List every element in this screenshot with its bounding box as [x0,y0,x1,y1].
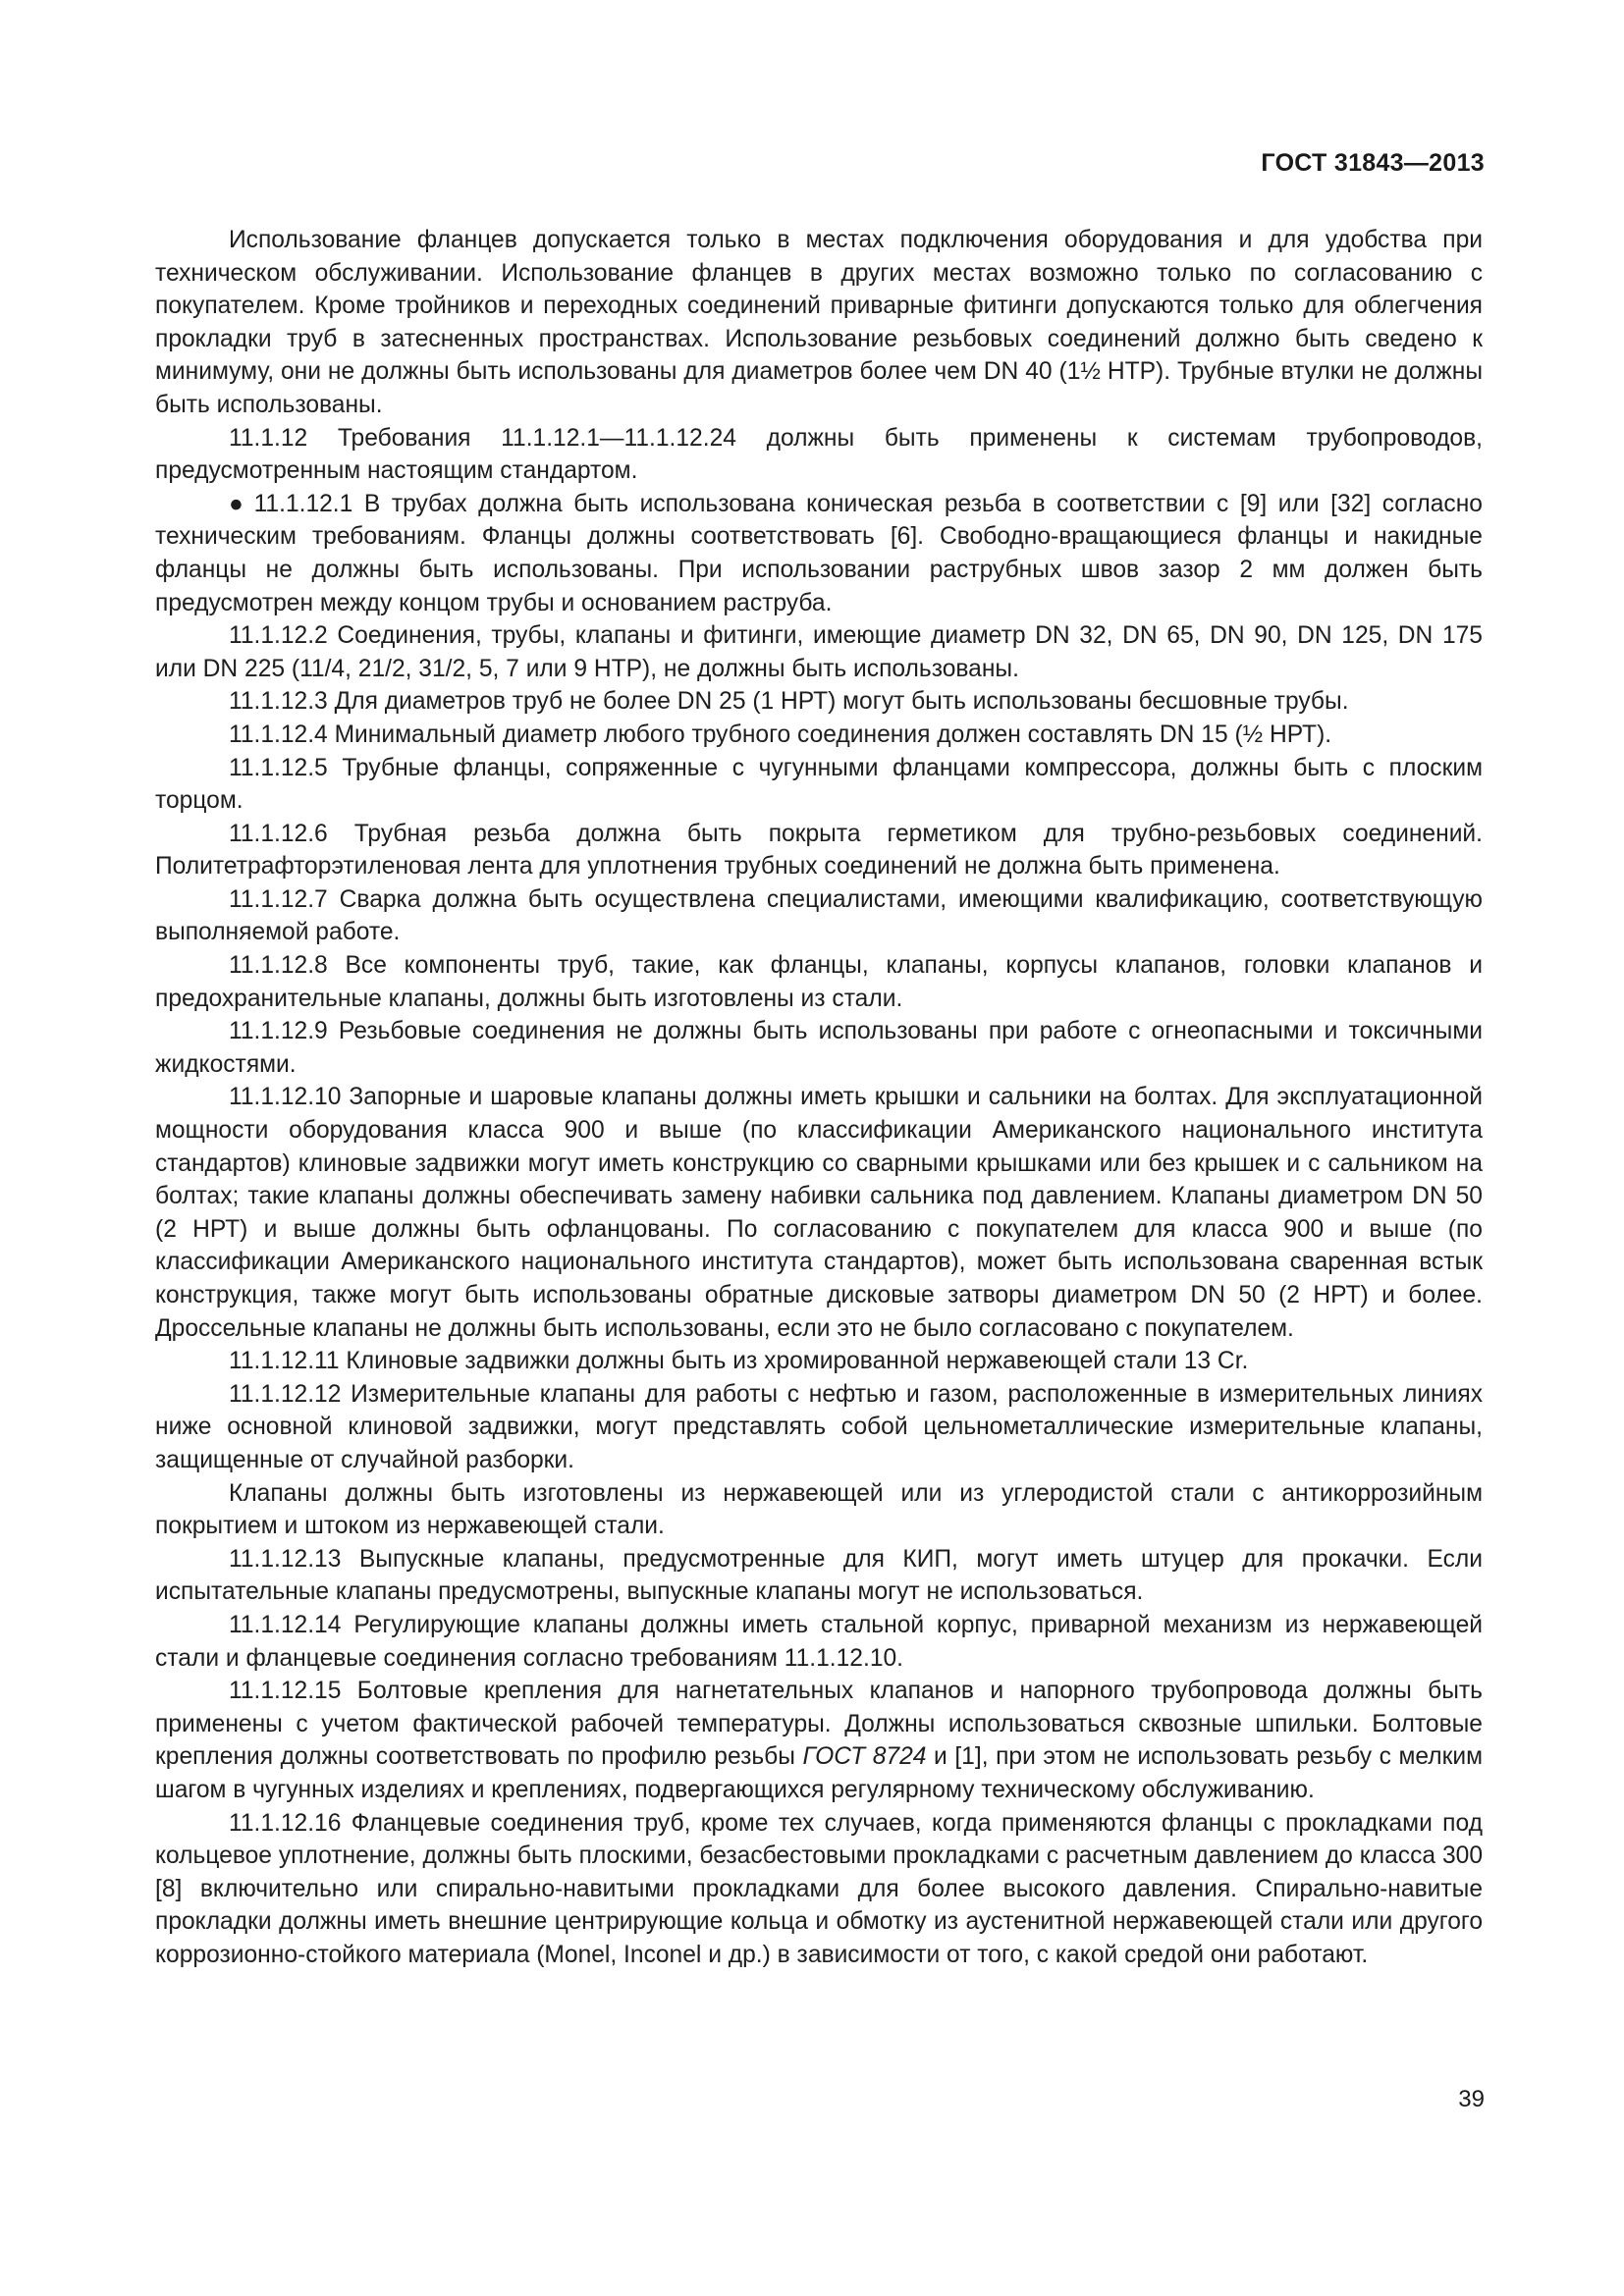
bullet-marker: ● [229,490,248,517]
paragraph-11-1-12-1 [155,488,1483,619]
paragraph-11-1-12-3: 11.1.12.3 Для диаметров труб не более DN 25 (1 НРТ) могут быть использованы бесшовные трубы. [229,688,1349,716]
paragraph-11-1-12-7: 11.1.12.7 Сварка должна быть осуществлена специалистами, имеющими квалификацию, соответствующую выполняемой работе. [155,885,1483,946]
paragraph-11-1-12-11: 11.1.12.11 Клиновые задвижки должны быть из хромированной нержавеющей стали 13 Cr. [229,1348,1249,1375]
paragraph-11-1-12-6: 11.1.12.6 Трубная резьба должна быть покрыта герметиком для трубно-резьбовых соединений. Политетрафторэтиленовая лента для уплотнения трубных соединений не должна быть применена. [155,820,1483,881]
paragraph-11-1-12-10: 11.1.12.10 Запорные и шаровые клапаны должны иметь крышки и сальники на болтах. Для эксплуатационной мощности оборудования класса 900 и выше (по классификации Американского национального института стандартов) клиновые задвижки могут иметь конструкцию со сварными крышками или без крышек и с сальником на болтах; такие клапаны должны обеспечивать замену набивки сальника под давлением. Клапаны диаметром DN 50 (2 НРТ) и выше должны быть офланцованы. По согласованию с покупателем для класса 900 и выше (по классификации Американского национального института стандартов), может быть использована сваренная встык конструкция, также могут быть использованы обратные дисковые затворы диаметром DN 50 (2 НРТ) и более. Дроссельные клапаны не должны быть использованы, если это не было согласовано с покупателем. [155,1084,1483,1342]
paragraph-11-1-12-16: 11.1.12.16 Фланцевые соединения труб, кроме тех случаев, когда применяются фланцы с прокладками под кольцевое уплотнение, должны быть плоскими, безасбестовыми прокладками с расчетным давлением до класса 300 [8] включительно или спирально-навитыми прокладками для более высокого давления. Спирально-навитые прокладки должны иметь внешние центрирующие кольца и обмотку из аустенитной нержавеющей стали или другого коррозионно-стойкого материала (Monel, Inconel и др.) в зависимости от того, с какой средой они работают. [155,1809,1483,1968]
paragraph-11-1-12-4: 11.1.12.4 Минимальный диаметр любого трубного соединения должен составлять DN 15 (½ НРТ). [229,721,1332,748]
paragraph-11-1-12: 11.1.12 Требования 11.1.12.1—11.1.12.24 должны быть применены к системам трубопроводов, предусмотренным настоящим стандартом. [155,424,1483,485]
paragraph-flanges-usage: Использование фланцев допускается только в местах подключения оборудования и для удобства при техническом обслуживании. Использование фланцев в других местах возможно только по согласованию с покупателем. Кроме тройников и переходных соединений приварные фитинги допускаются только для облегчения прокладки труб в затесненных пространствах. Использование резьбовых соединений должно быть сведено к минимуму, они не должны быть использованы для диаметров более чем DN 40 (1½ НТР). Трубные втулки не должны быть использованы. [155,227,1483,418]
page-number: 39 [1458,2086,1485,2112]
paragraph-text-part: и [1], при этом не использовать резьбу с мелким шагом в чугунных изделиях и креплениях, подвергающихся регулярному техническому обслуживанию. [155,1743,1484,1803]
paragraph-11-1-12-15 [155,1675,1483,1806]
body-text [155,224,1483,1971]
document-code-header: ГОСТ 31843—2013 [1261,149,1485,177]
paragraph-11-1-12-2: 11.1.12.2 Соединения, трубы, клапаны и фитинги, имеющие диаметр DN 32, DN 65, DN 90, DN 125, DN 175 или DN 225 (11/4, 21/2, 31/2, 5, 7 или 9 НТР), не должны быть использованы. [155,622,1483,682]
paragraph-11-1-12-13: 11.1.12.13 Выпускные клапаны, предусмотренные для КИП, могут иметь штуцер для прокачки. Если испытательные клапаны предусмотрены, выпускные клапаны могут не использоваться. [155,1545,1483,1606]
paragraph-11-1-12-9: 11.1.12.9 Резьбовые соединения не должны быть использованы при работе с огнеопасными и токсичными жидкостями. [155,1018,1483,1078]
paragraph-text-part: 11.1.12.15 Болтовые крепления для нагнетательных клапанов и напорного трубопровода должны быть применены с учетом фактической рабочей температуры. Должны использоваться сквозные шпильки. Болтовые крепления должны соответствовать по профилю резьбы [155,1678,1483,1771]
paragraph-11-1-12-5: 11.1.12.5 Трубные фланцы, сопряженные с чугунными фланцами компрессора, должны быть с плоским торцом. [155,754,1483,815]
paragraph-text: 11.1.12.1 В трубах должна быть использована коническая резьба в соответствии с [9] или [32] согласно техническим требованиям. Фланцы должны соответствовать [6]. Свободно-вращающиеся фланцы и накидные фланцы не должны быть использованы. При использовании раструбных швов зазор 2 мм должен быть предусмотрен между концом трубы и основанием раструба. [155,490,1483,616]
paragraph-11-1-12-8: 11.1.12.8 Все компоненты труб, такие, как фланцы, клапаны, корпусы клапанов, головки клапанов и предохранительные клапаны, должны быть изготовлены из стали. [155,952,1483,1012]
paragraph-valves-material: Клапаны должны быть изготовлены из нержавеющей или из углеродистой стали с антикоррозийным покрытием и штоком из нержавеющей стали. [155,1479,1483,1540]
standard-reference: ГОСТ 8724 [802,1743,927,1771]
paragraph-11-1-12-12: 11.1.12.12 Измерительные клапаны для работы с нефтью и газом, расположенные в измерительных линиях ниже основной клиновой задвижки, могут представлять собой цельнометаллические измерительные клапаны, защищенные от случайной разборки. [155,1380,1483,1473]
paragraph-11-1-12-14: 11.1.12.14 Регулирующие клапаны должны иметь стальной корпус, приварной механизм из нержавеющей стали и фланцевые соединения согласно требованиям 11.1.12.10. [155,1611,1483,1672]
